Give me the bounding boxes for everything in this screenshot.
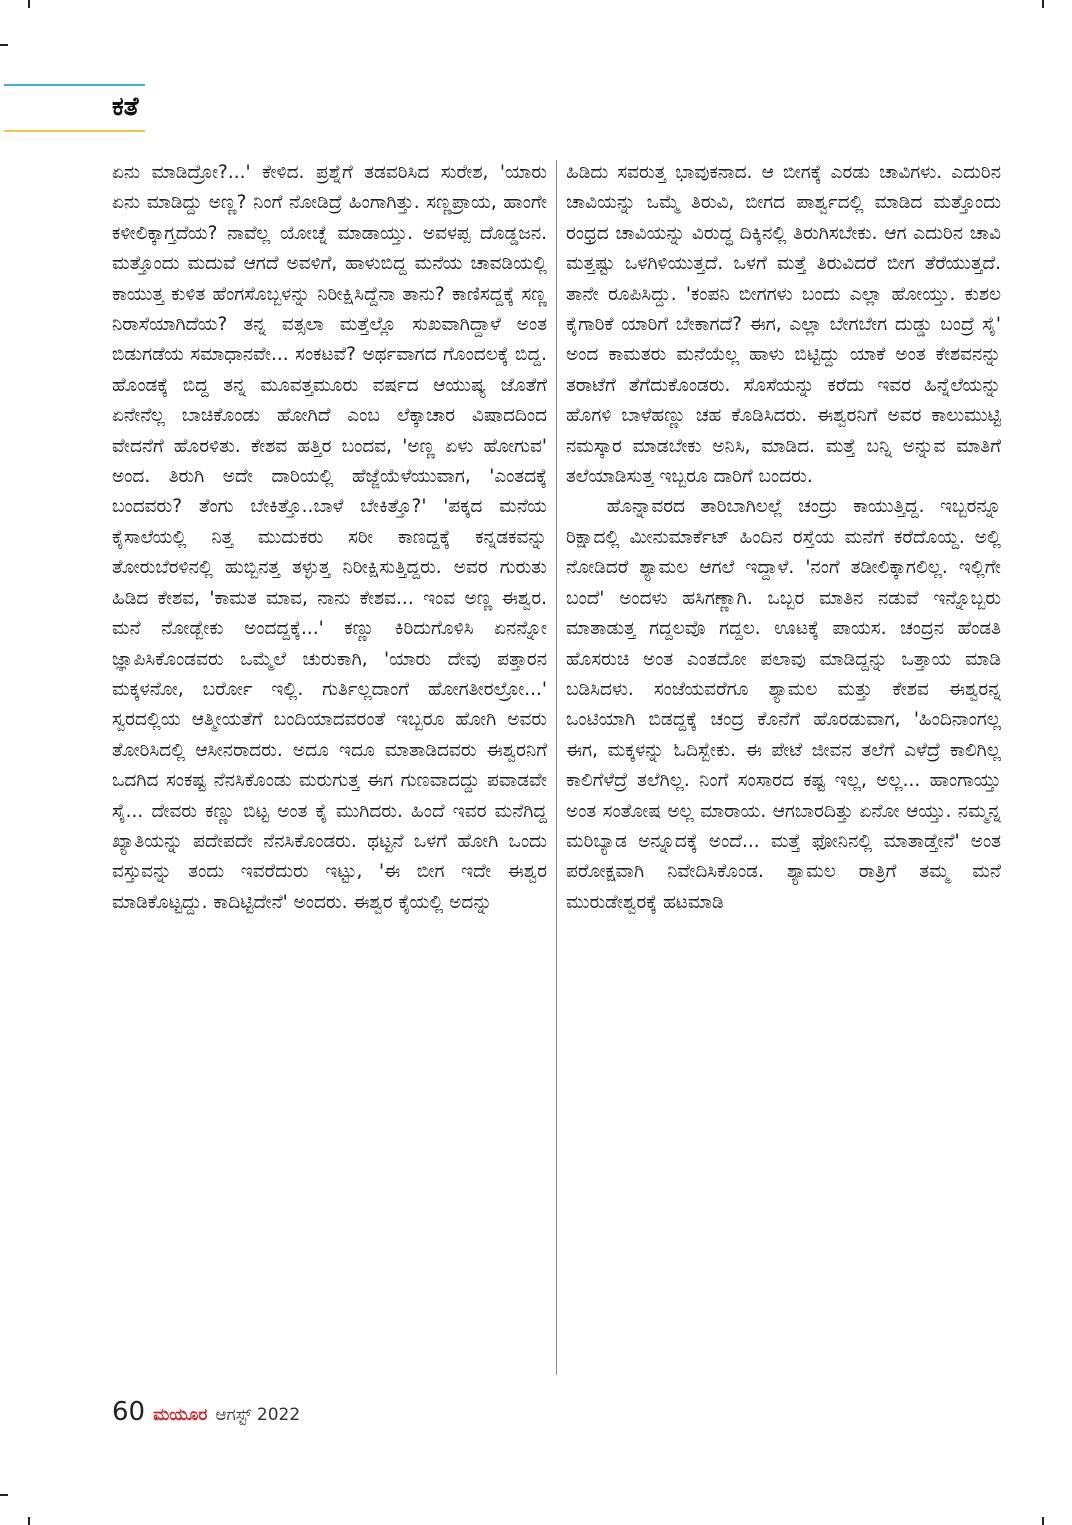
- page-number: 60: [112, 1397, 146, 1427]
- article-column-right: [566, 158, 1001, 1378]
- paragraph: ಹಿಡಿದು ಸವರುತ್ತ ಭಾವುಕನಾದ. ಆ ಬೀಗಕ್ಕೆ ಎರಡು ಚಾವಿಗಳು. ಎದುರಿನ ಚಾವಿಯನ್ನು ಒಮ್ಮೆ ತಿರುವಿ, ಬೀಗದ ಪಾರ್ಶ್ವದಲ್ಲಿ ಮಾಡಿದ ಮತ್ತೊಂದು ರಂಧ್ರದ ಚಾವಿಯನ್ನು ವಿರುದ್ಧ ದಿಕ್ಕಿನಲ್ಲಿ ತಿರುಗಿಸಬೇಕು. ಆಗ ಎದುರಿನ ಚಾವಿ ಮತ್ತಷ್ಟು ಒಳಗಿಳಿಯುತ್ತದೆ. ಒಳಗೆ ಮತ್ತೆ ತಿರುವಿದರೆ ಬೀಗ ತೆರೆಯುತ್ತದೆ. ತಾನೇ ರೂಪಿಸಿದ್ದು. 'ಕಂಪನಿ ಬೀಗಗಳು ಬಂದು ಎಲ್ಲಾ ಹೋಯ್ತು. ಕುಶಲ ಕೈಗಾರಿಕೆ ಯಾರಿಗೆ ಬೇಕಾಗದೆ? ಈಗ, ಎಲ್ಲಾ ಬೇಗಬೇಗ ದುಡ್ಡು ಬಂದ್ರೆ ಸೈ' ಅಂದ ಕಾಮತರು ಮನೆಯೆಲ್ಲ ಹಾಳು ಬಿಟ್ಟಿದ್ದು ಯಾಕೆ ಅಂತ ಕೇಶವನನ್ನು ತರಾಟೆಗೆ ತೆಗೆದುಕೊಂಡರು. ಸೊಸೆಯನ್ನು ಕರೆದು ಇವರ ಹಿನ್ನೆಲೆಯನ್ನು ಹೊಗಳಿ ಬಾಳೆಹಣ್ಣು ಚಹ ಕೊಡಿಸಿದರು. ಈಶ್ವರನಿಗೆ ಅವರ ಕಾಲುಮುಟ್ಟಿ ನಮಸ್ಕಾರ ಮಾಡಬೇಕು ಅನಿಸಿ, ಮಾಡಿದ. ಮತ್ತೆ ಬನ್ನಿ ಅನ್ನುವ ಮಾತಿಗೆ ತಲೆಯಾಡಿಸುತ್ತ ಇಬ್ಬರೂ ದಾರಿಗೆ ಬಂದರು.: [566, 162, 1001, 488]
- page-footer: [112, 1397, 300, 1431]
- section-label: ಕತೆ: [112, 92, 139, 122]
- issue-date: ಆಗಸ್ಟ್ 2022: [215, 1405, 301, 1425]
- paragraph: ಹೊನ್ನಾವರದ ತಾರಿಬಾಗಿಲಲ್ಲೆ ಚಂದ್ರು ಕಾಯುತ್ತಿದ್ದ. ಇಬ್ಬರನ್ನೂ ರಿಕ್ಷಾದಲ್ಲಿ ಮೀನುಮಾರ್ಕೆಟ್ ಹಿಂದಿನ ರಸ್ತೆಯ ಮನೆಗೆ ಕರೆದೊಯ್ದ. ಅಲ್ಲಿ ನೋಡಿದರೆ ಶ್ಯಾಮಲ ಆಗಲೆ ಇದ್ದಾಳೆ. 'ನಂಗೆ ತಡೀಲಿಕ್ಕಾಗಲಿಲ್ಲ. ಇಲ್ಲಿಗೇ ಬಂದೆ' ಅಂದಳು ಹಸಿಗಣ್ಣಾಗಿ. ಒಬ್ಬರ ಮಾತಿನ ನಡುವೆ ಇನ್ನೊಬ್ಬರು ಮಾತಾಡುತ್ತ ಗದ್ದಲವೊ ಗದ್ದಲ. ಊಟಕ್ಕೆ ಪಾಯಸ. ಚಂದ್ರನ ಹೆಂಡತಿ ಹೊಸರುಚಿ ಅಂತ ಎಂತದೋ ಪಲಾವು ಮಾಡಿದ್ದನ್ನು ಒತ್ತಾಯ ಮಾಡಿ ಬಡಿಸಿದಳು. ಸಂಜೆಯವರೆಗೂ ಶ್ಯಾಮಲ ಮತ್ತು ಕೇಶವ ಈಶ್ವರನ್ನ ಒಂಟಿಯಾಗಿ ಬಿಡದ್ದಕ್ಕೆ ಚಂದ್ರ ಕೊನೆಗೆ ಹೊರಡುವಾಗ, 'ಹಿಂದಿನಾಂಗಲ್ಲ ಈಗ, ಮಕ್ಕಳನ್ನು ಓದಿಸ್ಬೇಕು. ಈ ಪೇಟೆ ಜೀವನ ತಲೆಗೆ ಎಳೆದ್ರೆ ಕಾಲಿಗಿಲ್ಲ ಕಾಲಿಗೆಳೆದ್ರೆ ತಲೆಗಿಲ್ಲ. ನಿಂಗೆ ಸಂಸಾರದ ಕಷ್ಟ ಇಲ್ಲ, ಅಲ್ಲ... ಹಾಂಗಾಯ್ತು ಅಂತ ಸಂತೋಷ ಅಲ್ಲ ಮಾರಾಯ. ಆಗಬಾರದಿತ್ತು ಏನೋ ಆಯ್ತು. ನಮ್ಮನ್ನ ಮರಿಬ್ಯಾಡ ಅನ್ನೂದಕ್ಕೆ ಅಂದೆ... ಮತ್ತೆ ಫೋನಿನಲ್ಲಿ ಮಾತಾಡ್ತೇನೆ' ಅಂತ ಪರೋಕ್ಷವಾಗಿ ನಿವೇದಿಸಿಕೊಂಡ. ಶ್ಯಾಮಲ ರಾತ್ರಿಗೆ ತಮ್ಮ ಮನೆ ಮುರುಡೇಶ್ವರಕ್ಕೆ ಹಟಮಾಡಿ: [566, 496, 1001, 913]
- article-column-left: [112, 158, 547, 1378]
- paragraph: ಏನು ಮಾಡಿದ್ರೋ?...' ಕೇಳಿದ. ಪ್ರಶ್ನೆಗೆ ತಡವರಿಸಿದ ಸುರೇಶ, 'ಯಾರು ಏನು ಮಾಡಿದ್ದು ಅಣ್ಣ? ನಿಂಗೆ ನೋಡಿದ್ರೆ ಹಿಂಗಾಗಿತ್ತು. ಸಣ್ಣಪ್ರಾಯ, ಹಾಂಗೇ ಕಳೀಲಿಕ್ಕಾಗ್ತದೆಯ? ನಾವೆಲ್ಲ ಯೋಚ್ನೆ ಮಾಡಾಯ್ತು. ಅವಳಪ್ಪ ದೊಡ್ಡಜನ. ಮತ್ತೊಂದು ಮದುವೆ ಆಗದೆ ಅವಳಿಗೆ, ಹಾಳುಬಿದ್ದ ಮನೆಯ ಚಾವಡಿಯಲ್ಲಿ ಕಾಯುತ್ತ ಕುಳಿತ ಹೆಂಗಸೊಬ್ಬಳನ್ನು ನಿರೀಕ್ಷಿಸಿದ್ದೆನಾ ತಾನು? ಕಾಣಿಸದ್ದಕ್ಕೆ ಸಣ್ಣ ನಿರಾಸೆಯಾಗಿದೆಯ? ತನ್ನ ವತ್ಸಲಾ ಮತ್ತೆಲ್ಲೊ ಸುಖವಾಗಿದ್ದಾಳೆ ಅಂತ ಬಿಡುಗಡೆಯ ಸಮಾಧಾನವೇ... ಸಂಕಟವೆ? ಅರ್ಥವಾಗದ ಗೊಂದಲಕ್ಕೆ ಬಿದ್ದ. ಹೊಂಡಕ್ಕೆ ಬಿದ್ದ ತನ್ನ ಮೂವತ್ತಮೂರು ವರ್ಷದ ಆಯುಷ್ಯ ಜೊತೆಗೆ ಏನೇನೆಲ್ಲ ಬಾಚಿಕೊಂಡು ಹೋಗಿದೆ ಎಂಬ ಲೆಕ್ಕಾಚಾರ ವಿಷಾದದಿಂದ ವೇದನೆಗೆ ಹೊರಳಿತು. ಕೇಶವ ಹತ್ತಿರ ಬಂದವ, 'ಅಣ್ಣ ಏಳು ಹೋಗುವ' ಅಂದ. ತಿರುಗಿ ಅದೇ ದಾರಿಯಲ್ಲಿ ಹೆಜ್ಜೆಯೆಳೆಯುವಾಗ, 'ಎಂತದಕ್ಕೆ ಬಂದವರು? ತೆಂಗು ಬೇಕಿತ್ತೊ..ಬಾಳೆ ಬೇಕಿತ್ತೊ?' 'ಪಕ್ಕದ ಮನೆಯ ಕೈಸಾಲೆಯಲ್ಲಿ ನಿತ್ತ ಮುದುಕರು ಸರೀ ಕಾಣದ್ದಕ್ಕೆ ಕನ್ನಡಕವನ್ನು ತೋರುಬೆರಳಿನಲ್ಲಿ ಹುಬ್ಬಿನತ್ತ ತಳ್ಳುತ್ತ ನಿರೀಕ್ಷಿಸುತ್ತಿದ್ದರು. ಅವರ ಗುರುತು ಹಿಡಿದ ಕೇಶವ, 'ಕಾಮತ ಮಾವ, ನಾನು ಕೇಶವ... ಇಂವ ಅಣ್ಣ ಈಶ್ವರ. ಮನೆ ನೋಡ್ಬೇಕು ಅಂದದ್ದಕ್ಕೆ...' ಕಣ್ಣು ಕಿರಿದುಗೊಳಿಸಿ ಏನನ್ನೋ ಜ್ಞಾಪಿಸಿಕೊಂಡವರು ಒಮ್ಮೆಲೆ ಚುರುಕಾಗಿ, 'ಯಾರು ದೇವು ಪತ್ತಾರನ ಮಕ್ಕಳನೋ, ಬರ್ರೋ ಇಲ್ಲಿ. ಗುರ್ತಿಲ್ಲದಾಂಗೆ ಹೋಗತೀರಲ್ರೋ...' ಸ್ವರದಲ್ಲಿಯ ಆತ್ಮೀಯತೆಗೆ ಬಂದಿಯಾದವರಂತೆ ಇಬ್ಬರೂ ಹೋಗಿ ಅವರು ತೋರಿಸಿದಲ್ಲಿ ಆಸೀನರಾದರು. ಅದೂ ಇದೂ ಮಾತಾಡಿದವರು ಈಶ್ವರನಿಗೆ ಒದಗಿದ ಸಂಕಷ್ಟ ನೆನಸಿಕೊಂಡು ಮರುಗುತ್ತ ಈಗ ಗುಣವಾದದ್ದು ಪವಾಡವೇ ಸೈ... ದೇವರು ಕಣ್ಣು ಬಿಟ್ಟ ಅಂತ ಕೈ ಮುಗಿದರು. ಹಿಂದೆ ಇವರ ಮನೆಗಿದ್ದ ಖ್ಯಾತಿಯನ್ನು ಪದೇಪದೇ ನೆನಸಿಕೊಂಡರು. ಥಟ್ಟನೆ ಒಳಗೆ ಹೋಗಿ ಒಂದು ವಸ್ತುವನ್ನು ತಂದು ಇವರೆದುರು ಇಟ್ಟು, 'ಈ ಬೀಗ ಇದೇ ಈಶ್ವರ ಮಾಡಿಕೊಟ್ಟದ್ದು. ಕಾದಿಟ್ಟಿದೇನೆ' ಅಂದರು. ಈಶ್ವರ ಕೈಯಲ್ಲಿ ಅದನ್ನು: [112, 162, 547, 913]
- section-top-rule: [4, 84, 145, 86]
- crop-mark: [0, 1494, 8, 1496]
- section-bottom-rule: [4, 130, 145, 132]
- magazine-name: ಮಯೂರ: [153, 1405, 208, 1425]
- crop-mark: [1042, 1517, 1044, 1525]
- crop-mark: [28, 0, 30, 8]
- crop-mark: [1042, 0, 1044, 8]
- column-divider: [556, 160, 557, 1375]
- crop-mark: [28, 1517, 30, 1525]
- crop-mark: [0, 44, 8, 46]
